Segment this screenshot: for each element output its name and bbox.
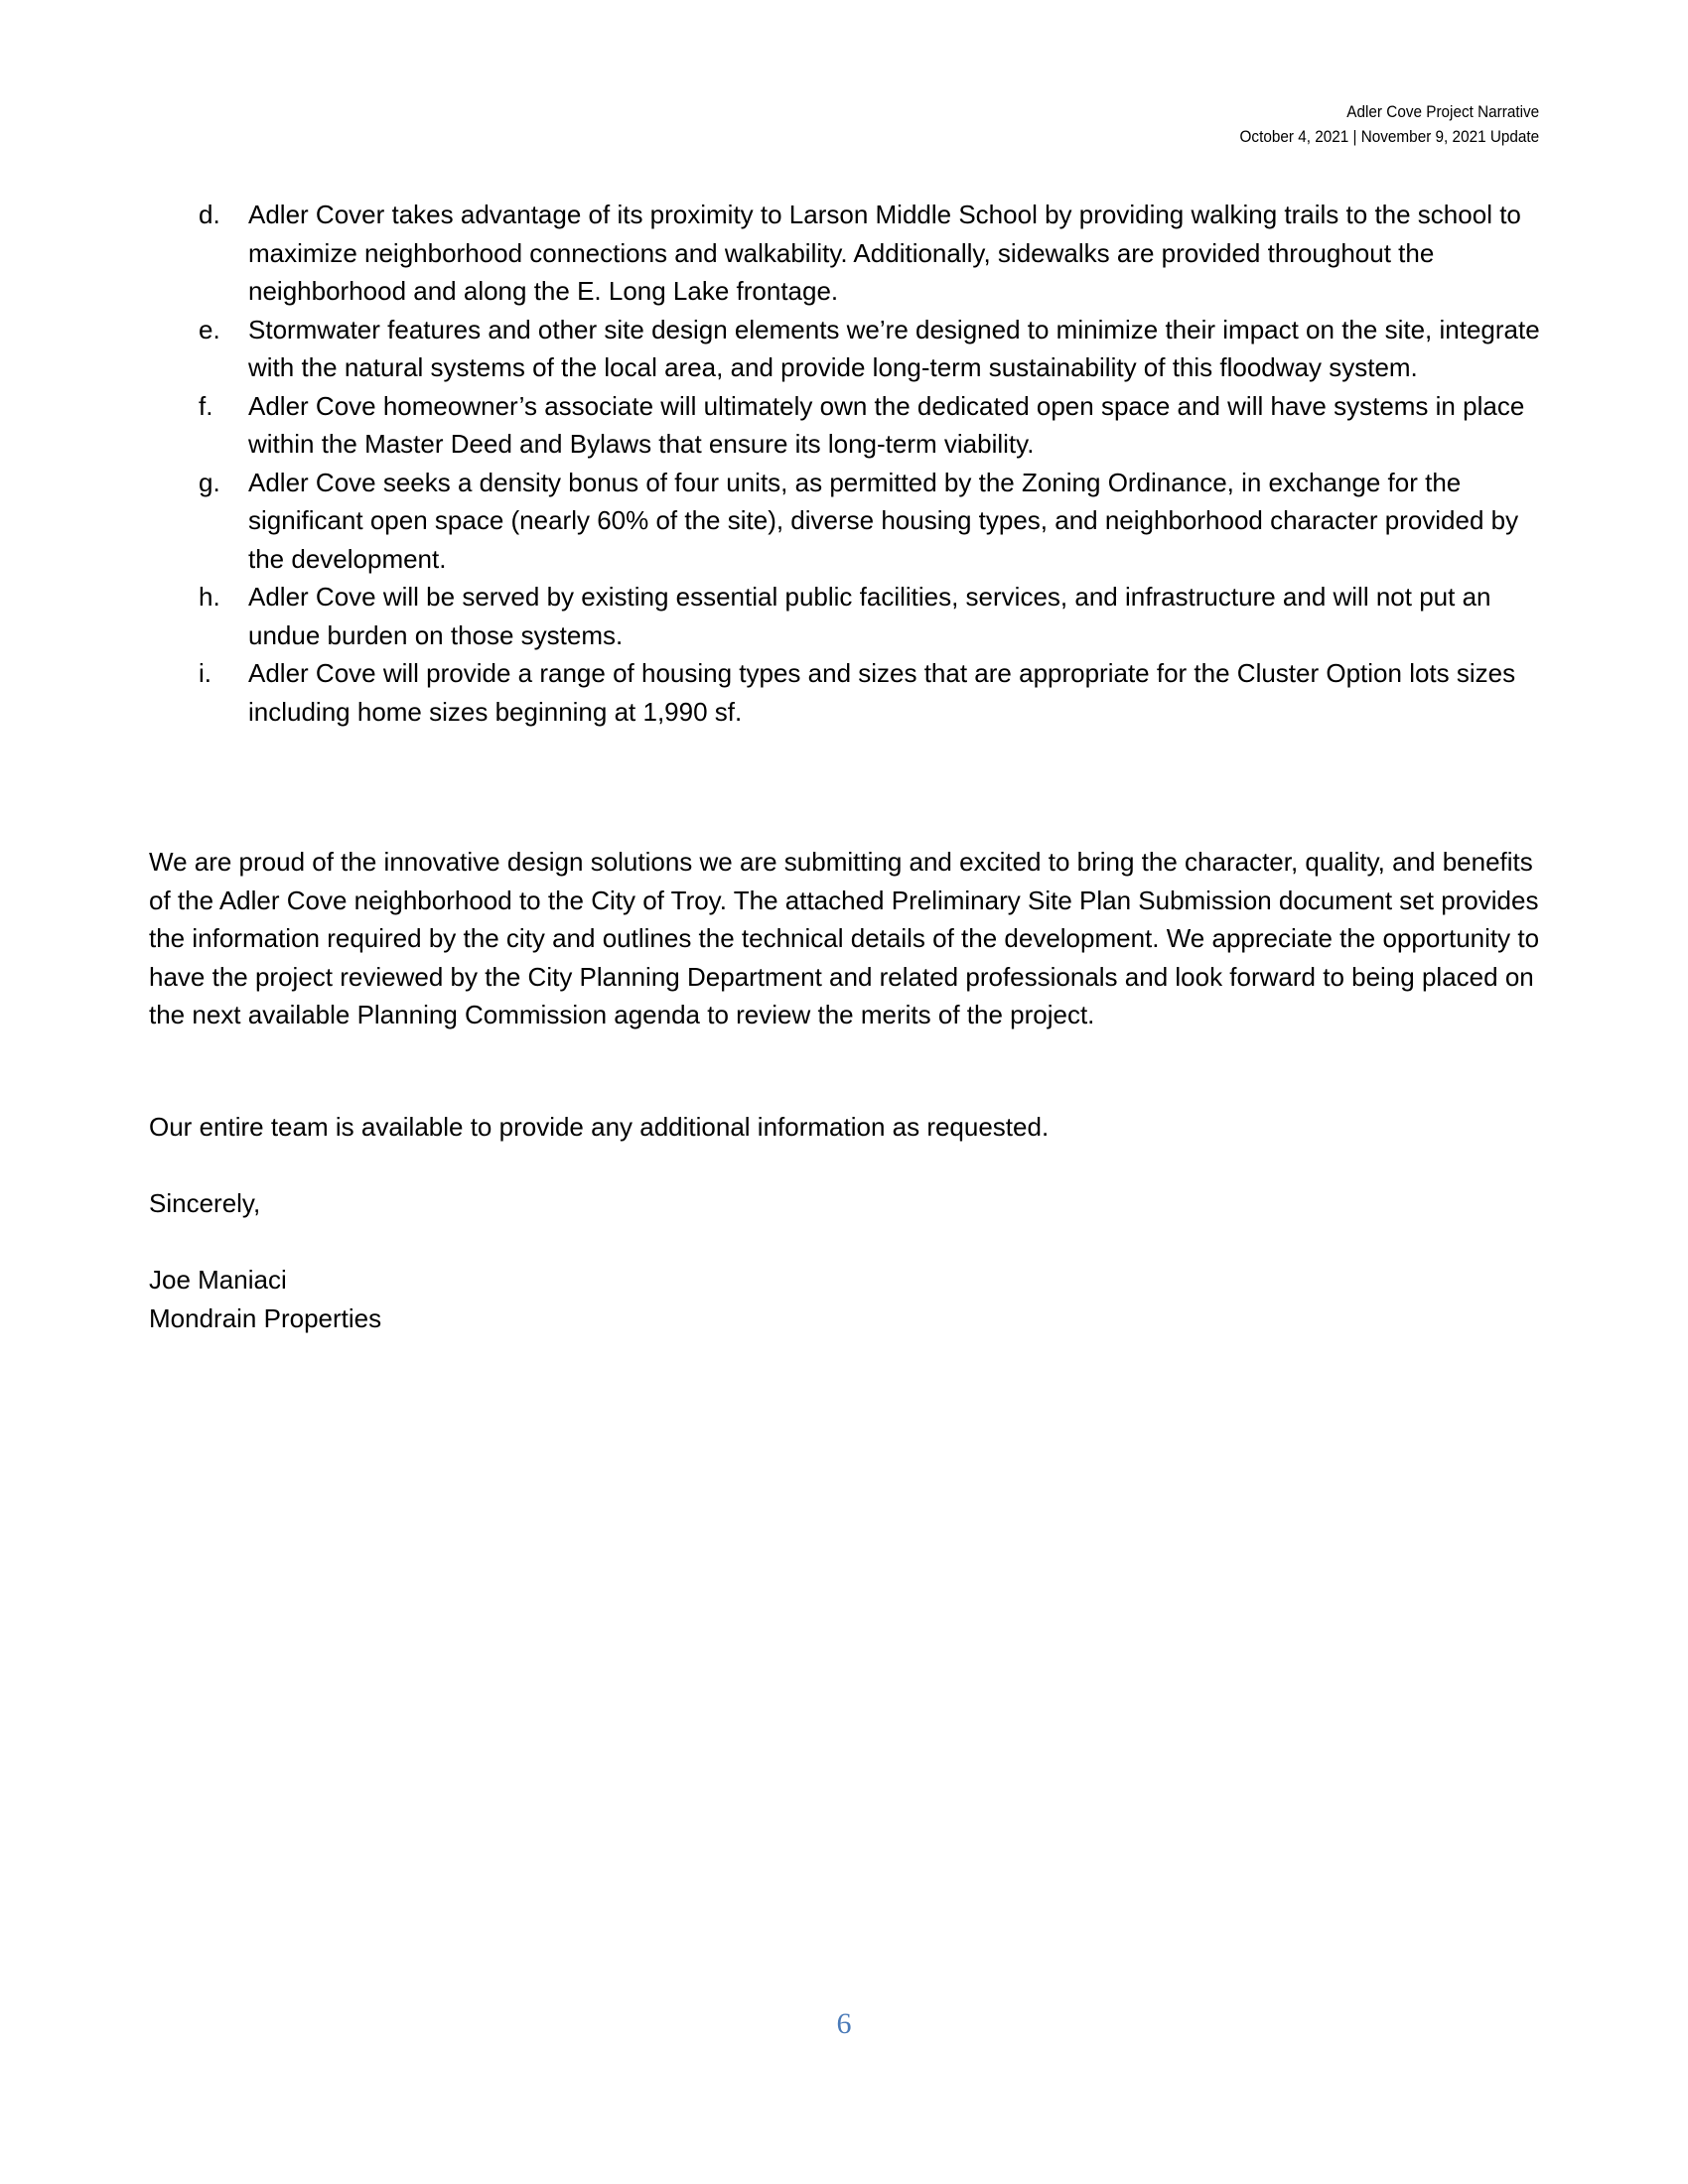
list-item-text: Adler Cove will be served by existing essential public facilities, services, and infrastructure and will not put an undue burden on those systems.: [248, 582, 1491, 650]
list-marker: f.: [199, 390, 213, 421]
page-header: [1239, 99, 1539, 149]
list-item-text: Stormwater features and other site design elements we’re designed to minimize their impact on the site, integrate with the natural systems of the local area, and provide long-term sustainability of this floodway system.: [248, 314, 1540, 382]
signature-company: Mondrain Properties: [149, 1303, 382, 1333]
list-marker: e.: [199, 314, 220, 344]
closing-paragraph: We are proud of the innovative design solutions we are submitting and excited to bring the character, quality, and benefits of the Adler Cove neighborhood to the City of Troy. The attached Preliminary Site Plan Submission document set provides the information required by the city and outlines the technical details of the development. We appreciate the opportunity to have the project reviewed by the City Planning Department and related professionals and look forward to being placed on the next available Planning Commission agenda to review the merits of the project.: [149, 847, 1540, 1029]
list-marker: h.: [199, 582, 220, 612]
criteria-list: [189, 196, 1549, 731]
list-item-text: Adler Cove homeowner’s associate will ultimately own the dedicated open space and will have systems in place within the Master Deed and Bylaws that ensure its long-term viability.: [248, 390, 1525, 459]
page-number: 6: [836, 2007, 852, 2040]
list-item: [189, 578, 1549, 654]
list-item-text: Adler Cove seeks a density bonus of four units, as permitted by the Zoning Ordinance, in exchange for the significant open space (nearly 60% of the site), diverse housing types, and neighborhood character provided by the development.: [248, 467, 1519, 574]
list-item-text: Adler Cove will provide a range of housing types and sizes that are appropriate for the Cluster Option lots sizes including home sizes beginning at 1,990 sf.: [248, 658, 1516, 727]
list-item-text: Adler Cover takes advantage of its proximity to Larson Middle School by providing walking trails to the school to maximize neighborhood connections and walkability. Additionally, sidewalks are provided throughout the neighborhood and along the E. Long Lake frontage.: [248, 200, 1521, 306]
list-marker: g.: [199, 467, 220, 497]
closing-salutation: Sincerely,: [149, 1188, 261, 1218]
list-item: [189, 464, 1549, 579]
signature-name: Joe Maniaci: [149, 1265, 287, 1295]
list-marker: d.: [199, 200, 220, 229]
list-item: [189, 387, 1549, 464]
list-item: [189, 654, 1549, 731]
availability-paragraph: Our entire team is available to provide any additional information as requested.: [149, 1112, 1050, 1142]
list-item: [189, 311, 1549, 387]
document-title: Adler Cove Project Narrative: [1346, 102, 1539, 121]
list-item: [189, 196, 1549, 311]
document-dates: October 4, 2021 | November 9, 2021 Update: [1239, 127, 1539, 146]
list-marker: i.: [199, 658, 211, 688]
